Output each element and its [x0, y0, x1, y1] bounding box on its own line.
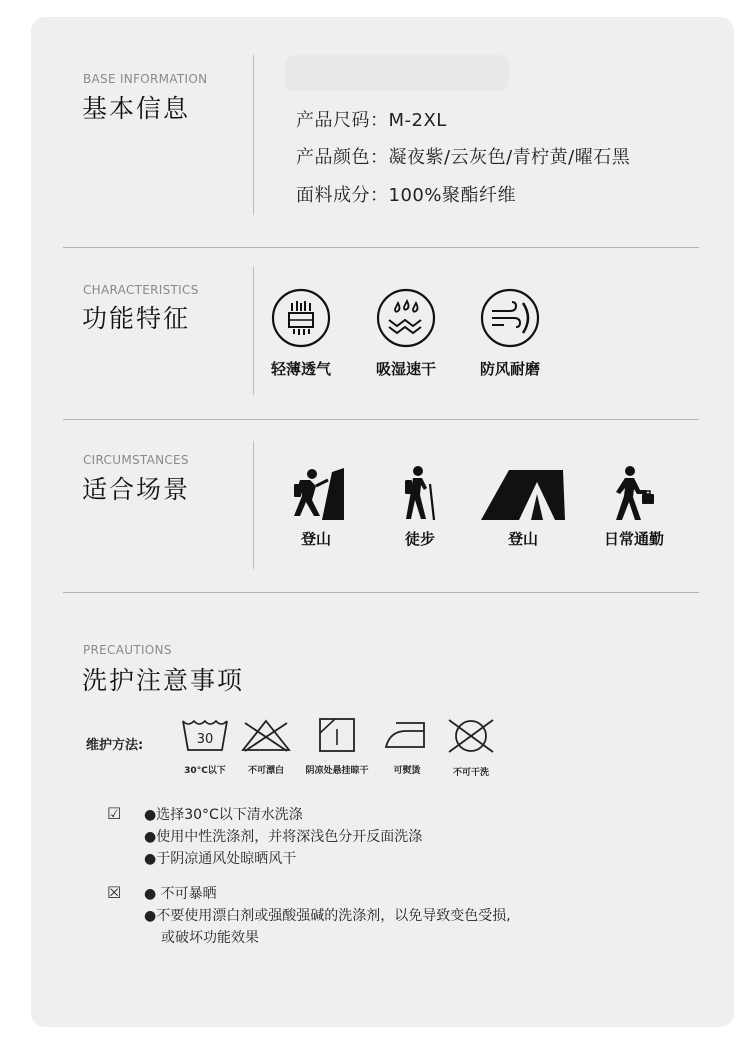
care-note: ●于阴凉通风处晾晒风干: [144, 851, 297, 867]
quick-dry-icon: [375, 287, 437, 349]
color-line: 产品颜色：凝夜紫/云灰色/青柠黄/曜石黑: [296, 147, 631, 168]
care-line-dry-shade: [302, 717, 372, 776]
scene-hiking: [375, 464, 465, 549]
care-label: 不可漂白: [247, 766, 284, 776]
care-warning: ● 不可暴晒: [144, 886, 217, 902]
feature-label: 吸湿速干: [375, 360, 436, 378]
precautions-title: 洗护注意事项: [82, 666, 245, 695]
scene-label: 登山: [300, 530, 331, 548]
divider-horizontal: [63, 592, 699, 593]
scene-commute: [589, 464, 679, 549]
care-warning: 或破坏功能效果: [161, 930, 259, 946]
wash-temperature: 30: [196, 732, 214, 747]
base-info-section: [31, 17, 734, 247]
no-dry-clean-icon: [444, 717, 498, 755]
care-label: 可熨烫: [393, 766, 421, 776]
line-dry-shade-icon: [317, 717, 357, 753]
scene-climbing: [271, 464, 361, 549]
feature-breathable: [256, 287, 346, 379]
windproof-icon: [479, 287, 541, 349]
circumstances-section: [31, 419, 734, 592]
care-label: 不可干洗: [452, 768, 489, 778]
characteristics-subtitle: CHARACTERISTICS: [83, 283, 199, 297]
size-line: 产品尺码：M-2XL: [296, 110, 447, 131]
climbing-icon: [286, 464, 346, 522]
scene-label: 日常通勤: [603, 530, 664, 548]
circumstances-subtitle: CIRCUMSTANCES: [83, 453, 189, 467]
hiking-icon: [400, 464, 440, 522]
allowed-check-icon: ☑: [107, 804, 122, 823]
info-card: [31, 17, 734, 1027]
characteristics-section: [31, 247, 734, 419]
divider-vertical: [253, 441, 254, 569]
forbidden-cross-icon: ☒: [107, 883, 122, 902]
precautions-subtitle: PRECAUTIONS: [83, 643, 172, 657]
base-info-subtitle: BASE INFORMATION: [83, 72, 208, 86]
iron-icon: [382, 717, 432, 753]
no-bleach-icon: [239, 717, 293, 753]
scene-label: 登山: [507, 530, 538, 548]
scene-label: 徒步: [404, 530, 435, 548]
tent-icon: [479, 464, 567, 522]
blurred-logo: [285, 55, 509, 91]
care-note: ●使用中性洗涤剂，并将深浅色分开反面洗涤: [144, 829, 423, 845]
care-no-bleach: [231, 717, 301, 776]
breathable-icon: [270, 287, 332, 349]
characteristics-title: 功能特征: [82, 304, 191, 333]
care-warning: ●不要使用漂白剂或强酸强碱的洗涤剂，以免导致变色受损,: [144, 908, 511, 924]
care-iron: [372, 717, 442, 776]
feature-quick-dry: [361, 287, 451, 379]
fabric-line: 面料成分：100%聚酯纤维: [296, 185, 516, 206]
care-label: 30°C以下: [184, 766, 226, 776]
care-label: 阴凉处悬挂晾干: [305, 766, 369, 776]
care-no-dry-clean: [436, 717, 506, 778]
care-wash-30: [170, 717, 240, 776]
divider-vertical: [253, 55, 254, 215]
feature-windproof: [465, 287, 555, 379]
wash-30-icon: [180, 717, 230, 753]
care-note: ●选择30°C以下清水洗涤: [144, 807, 303, 823]
base-info-title: 基本信息: [82, 94, 191, 123]
feature-label: 防风耐磨: [479, 360, 540, 378]
scene-camping: [478, 464, 568, 549]
feature-label: 轻薄透气: [270, 360, 331, 378]
divider-vertical: [253, 267, 254, 395]
commute-icon: [610, 464, 658, 522]
care-method-label: 维护方法:: [86, 738, 144, 753]
circumstances-title: 适合场景: [82, 475, 191, 504]
